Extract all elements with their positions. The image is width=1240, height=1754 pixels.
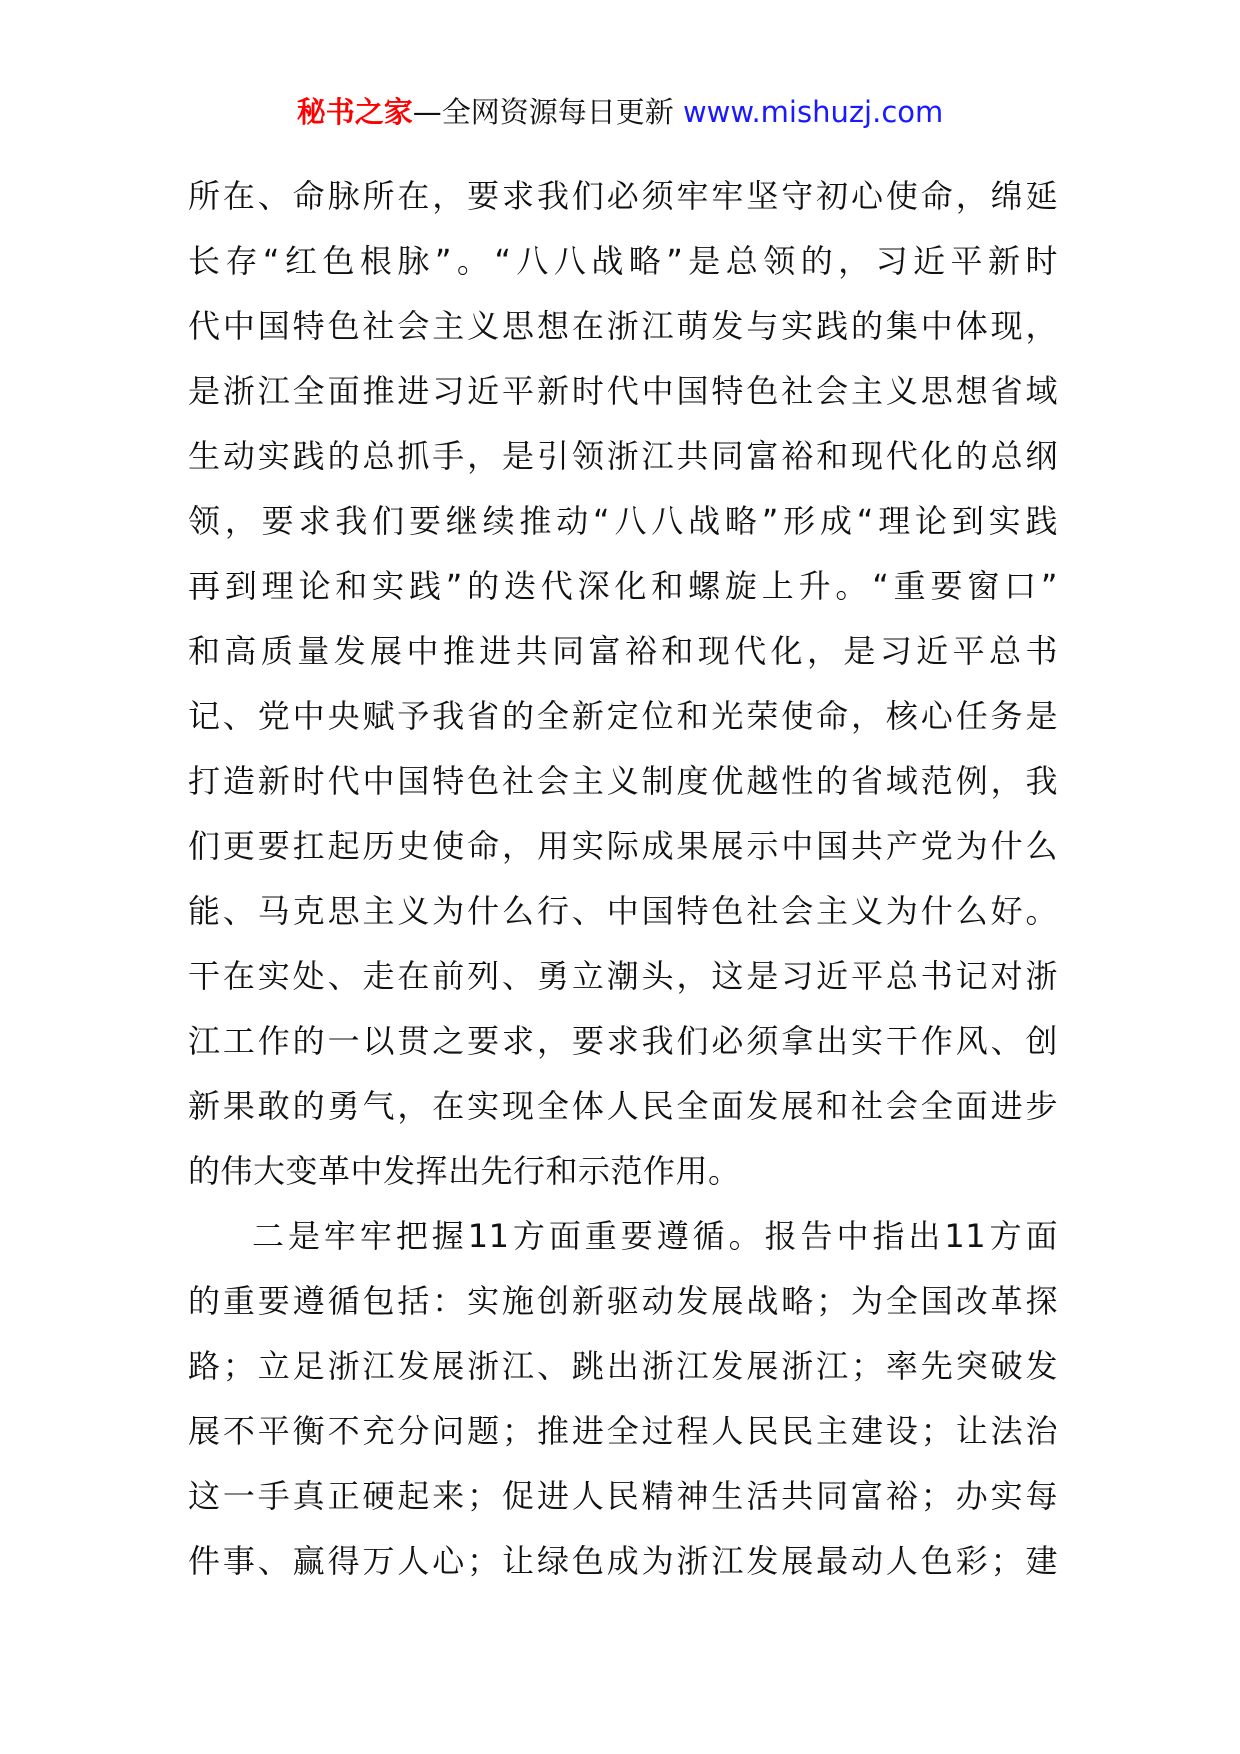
text-line: 生动实践的总抓手，是引领浙江共同富裕和现代化的总纲 <box>188 437 1058 475</box>
text-line: 长存“红色根脉”。“八八战略”是总领的，习近平新时 <box>188 242 1058 280</box>
text-line: 打造新时代中国特色社会主义制度优越性的省域范例，我 <box>188 762 1058 800</box>
document-body <box>188 164 1058 1594</box>
text-line: 这一手真正硬起来；促进人民精神生活共同富裕；办实每 <box>188 1477 1058 1515</box>
text-line: 是浙江全面推进习近平新时代中国特色社会主义思想省域 <box>188 372 1058 410</box>
text-line: 们更要扛起历史使命，用实际成果展示中国共产党为什么 <box>188 827 1058 865</box>
text-line: 新果敢的勇气，在实现全体人民全面发展和社会全面进步 <box>188 1087 1058 1125</box>
text-line: 记、党中央赋予我省的全新定位和光荣使命，核心任务是 <box>188 697 1058 735</box>
text-line: 再到理论和实践”的迭代深化和螺旋上升。“重要窗口” <box>188 567 1058 605</box>
site-header <box>0 92 1240 132</box>
text-line: 干在实处、走在前列、勇立潮头，这是习近平总书记对浙 <box>188 957 1058 995</box>
text-line: 件事、赢得万人心；让绿色成为浙江发展最动人色彩；建 <box>188 1542 1058 1580</box>
text-line: 路；立足浙江发展浙江、跳出浙江发展浙江；率先突破发 <box>188 1347 1058 1385</box>
text-line: 代中国特色社会主义思想在浙江萌发与实践的集中体现， <box>188 307 1058 345</box>
paragraph-start-line: 二是牢牢把握11方面重要遵循。报告中指出11方面 <box>252 1217 1058 1255</box>
header-tagline: —全网资源每日更新 <box>412 95 683 129</box>
text-line: 能、马克思主义为什么行、中国特色社会主义为什么好。 <box>188 892 1058 930</box>
site-url[interactable]: www.mishuzj.com <box>682 95 944 129</box>
text-line: 和高质量发展中推进共同富裕和现代化，是习近平总书 <box>188 632 1058 670</box>
brand-name: 秘书之家 <box>296 95 413 129</box>
text-line: 展不平衡不充分问题；推进全过程人民民主建设；让法治 <box>188 1412 1058 1450</box>
text-line: 所在、命脉所在，要求我们必须牢牢坚守初心使命，绵延 <box>188 177 1058 215</box>
text-line: 领，要求我们要继续推动“八八战略”形成“理论到实践 <box>188 502 1058 540</box>
text-line: 的重要遵循包括：实施创新驱动发展战略；为全国改革探 <box>188 1282 1058 1320</box>
paragraph-end-line: 的伟大变革中发挥出先行和示范作用。 <box>188 1152 741 1190</box>
text-line: 江工作的一以贯之要求，要求我们必须拿出实干作风、创 <box>188 1022 1058 1060</box>
